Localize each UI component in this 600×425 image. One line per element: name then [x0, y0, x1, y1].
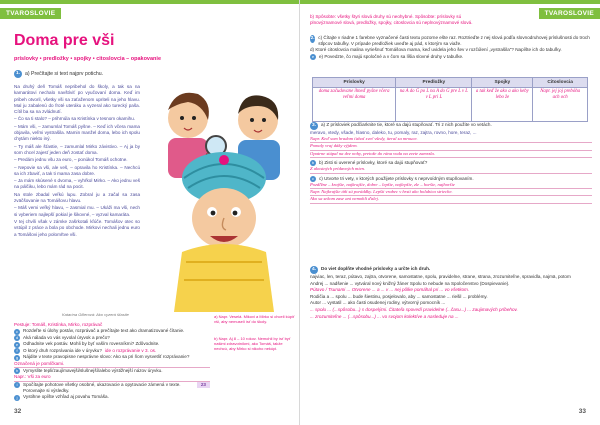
task-number-badge: 2.	[310, 36, 315, 41]
story-paragraph: – Ja mám skúsené s dvoma, – vyhŕkol Mirko. – Ako jednu veš na pálčiku, lebo mám rád na pocit.	[14, 178, 140, 190]
task-2-block	[310, 35, 592, 60]
question-badge: d	[15, 336, 19, 341]
answer-line: Ako sa sekom zase ani nemohli ďalej.	[310, 196, 592, 203]
table-cell: Napr. jej joj prebóha ach och	[533, 88, 588, 122]
story-paragraph: V tej chvíli však v zámke zašrkotali kľúče. Tomášov otec so vstúpil z práce a bola po obchode. Mirkovi nechali jednu euro a Tomášovi jeho polomŕtve vši.	[14, 218, 140, 237]
question-badge: c	[310, 176, 316, 182]
word-list: najviac, len, teraz, pútavo, zajtra, otvorene, samostatne, spolu, pravidelne, strane, strana, zrozumiteľne, spravidla, najmä, potom	[310, 274, 571, 279]
exercise-line: ... spolu ... (...spôsobu...) s dospelými. Čitateľa spovedí pravidelne (...času...) ... zaujimavých príbehov.	[310, 306, 518, 312]
exercise-line: ... zrozumiteľne ... (...spôsobu...) ... vo svojom kolektíve a nasleduje na ...	[310, 313, 459, 319]
word-list: meravo, vtedy, všade, hlasno, daleko, tu, pomaly, raz, zajtra, rovno, hore, teraz, ...	[310, 130, 477, 135]
task-text: c) Utvorte tri vety, v ktorých použijete príslovky s neprvoídným stupňovaním.	[319, 175, 474, 181]
story-paragraph: Na druhý deň Tomáš nepribehol do školy, a tak sa na kamarátovi nechalo navštíviť po vyučovaní doma. Keď im pribeh otvoril, všetky vši sa zaťaženom upriteli na jeho hlavu. Mal ju zabalenú do froté uteráku a vyzeral ako turecký paša. Cítil ba sa na zvládnutí.	[14, 84, 140, 115]
section-tag: TVAROSLOVIE	[0, 8, 61, 19]
note-text: b) Spôsobte: všetky štyri slová druhy sú neohybné. Spôsobte: príslovky sú plnovýznamové slová, predložky, spojky, citoslovcia sú neplnovýznamové slová.	[310, 14, 473, 26]
answer-note: b) Napr. Aj 8 – 10 rokov. Nemohli by ísť byť našimi zdravotníkmi, ako Tomáš, takže nechcú, aby Mirko si nikoho nekúpi.	[214, 336, 291, 351]
answer-line: Opatrne stúpal na dve nohy, pretože do rána voda na zvete zamrzla.	[310, 151, 592, 158]
page-subtitle: príslovky • predložky • spojky • citoslovcia – opakovanie	[14, 56, 161, 62]
question-row	[14, 394, 210, 401]
question-text: Nájdite v texte pravopisne nesprávne slovo: Ako sa pri ňom vysvetliť rozprávanie?	[23, 354, 190, 360]
question-text: Aká nálada vo vás vyvolal úryvok a prečo?	[23, 334, 110, 340]
cartoon-illustration	[146, 80, 296, 312]
question-text: Spočítajte pohotove všetky osobné, ukazovacie a opytovacie zámená v texte. Porovnajte si výsledky.	[23, 381, 181, 393]
task-2-d: d) Ktoré citoslovcia malina vyriešnuť Tomášova mama, keď uvidela jeho šev v rozčúlení „vystrašila"? Napíšte ich do tabuľky.	[310, 47, 562, 53]
answer-line: Napr. Keď som hradom ťahať sveť všedy, iteral sa mrouce.	[310, 136, 592, 143]
question-badge: e	[15, 342, 19, 347]
answer-note: a) Napr. Veselá. Mikovi a Mirko si chceli kúpiť vši, aby nemuseli ísť do školy.	[214, 314, 295, 324]
answer-line	[14, 361, 210, 368]
task-text: a) Z prísloviek podčiarknite tie, ktoré sa dajú stupňovať. Tri z nich použite vo vetách.	[321, 122, 492, 127]
story-paragraph: – Čo sa ti stalo? – prihrnúla sa Kristínka v tesnom okamihu.	[14, 116, 136, 122]
story-author: Katarína Gillerová: Ako vyzerá šťastie	[62, 312, 129, 317]
page-title: Doma pre vši	[14, 32, 115, 49]
task-text: e) Povedzte, čo majú spoločné a v čom sa líšia slovné druhy v tabuľke.	[319, 53, 464, 59]
task-4	[310, 266, 592, 274]
task-number-badge: 4.	[311, 267, 316, 272]
table-header: Citoslovcia	[533, 78, 588, 88]
answer-line	[14, 374, 210, 381]
table-cell	[396, 88, 472, 122]
question-badge: c	[14, 329, 20, 335]
table-cell: a tak keď že ako a ako keby lebo že	[472, 88, 533, 122]
story-paragraph: – Mám vši, – zamumlal Tomáš pyšne. – Keď ich včera mama objavila, veľmi vystrašila. Mamin manžel doma, lebo ich spolu chytám niekto iný.	[14, 123, 140, 142]
story-paragraph: – Ty máš ale šťastie, – zamumlal Mirko závistivo. – Aj ja by som chcel zajesť jeden deň zostať doma.	[14, 143, 140, 155]
question-answer: Pestuje: Tomáš, Kristínka, Mirko, rozprávač	[14, 322, 103, 327]
question-text: Rozdeľte si úlohy postáv, rozprávač a prečítajte text ako dramatizované čítanie.	[23, 328, 185, 334]
task-number-badge: 3.	[311, 123, 316, 128]
question-badge: j	[14, 395, 20, 401]
question-badge: h	[15, 369, 19, 374]
page-number: 32	[14, 408, 22, 415]
question-badge: g	[15, 355, 19, 360]
task-2-e	[310, 54, 592, 61]
task-3-block	[310, 122, 592, 204]
top-note	[310, 14, 490, 26]
top-stripe	[300, 0, 600, 4]
section-tag: TVAROSLOVIE	[539, 8, 600, 19]
exercise-line: Rodičia a ... spolu ... bude šiestinu, posjelovalo, aby ... samostatne ... riešil ... problémy.	[310, 293, 488, 299]
table-header: Predložky	[396, 78, 472, 88]
question-row	[14, 382, 210, 394]
story-paragraph: – Nepovie sa vši, ale veš, – opravila ho Kristínka. – Nechcú sa ich zbaviť, a tak ti mama zasa dobre.	[14, 164, 140, 176]
question-text: O ktorý druh rozprávania ide v úryvku?	[23, 347, 102, 353]
word-class-table	[312, 77, 588, 122]
task-1-text: a) Prečítajte si text najprv potichu.	[25, 71, 104, 77]
exercise-line: Andrej ... nadšenie ... vytváral nový knižný žáner Spolu to nebude na Spoločenstvo (Dospievanie).	[310, 280, 510, 286]
task-1	[14, 70, 103, 78]
task-text: b) Zisti si uverené príslovky, ktoré sa dajú stupňovať?	[319, 159, 428, 165]
exercise-line: Autor ... vystatil ... ako časti osudenej rodiny, výtvorný pomocník ...	[310, 300, 446, 306]
task-text: Do viet doplňte vhodné príslovky a určte ich druh.	[321, 266, 431, 271]
answer-line: Pozdľžne – krajšie, najkrajšie, dobre – lepšie, najlepšie, zle – horšie, najhoršie	[310, 182, 592, 189]
question-badge: e	[311, 55, 315, 60]
task-4-block	[310, 266, 592, 320]
question-text: Vystihne opíšte vzhľad aj povahu Tomáša.	[23, 394, 109, 400]
task-2-c	[310, 35, 592, 47]
question-answer: Napr.: Vši za euro	[14, 374, 51, 380]
cell-text: pre L v L v L pri L	[425, 89, 468, 100]
answer-line: Z akostných prídavných mien.	[310, 166, 592, 173]
story-paragraph: Na stole zbadal veľkú lupu. Zobral ju a začal sa zasa zväčšovanie na Tomášovu hlavu.	[14, 191, 140, 204]
cell-text: na A do G po L na A do G	[399, 89, 450, 94]
table-cell: doma začudovane ihneď pyšne včera veľmi doma	[313, 88, 396, 122]
question-text: Vymyslite tepli/zaujímavejši/slušnejší/alebo výstižnejší názov úryvku.	[23, 367, 163, 373]
table-header: Spojky	[472, 78, 533, 88]
count-answer: 23	[197, 382, 210, 388]
page-number: 33	[578, 408, 586, 415]
answer-line: Pomaly vraj dáky výjdem.	[310, 143, 592, 150]
question-badge: b	[311, 161, 315, 166]
question-answer: ide o rozprávanie v 3. os.	[104, 347, 157, 353]
task-number-badge: 1.	[15, 71, 20, 76]
task-3-a	[310, 122, 592, 130]
question-badge: i	[14, 382, 20, 388]
exercise-line: Pútavo / Tsunami ... Otvorene ... a ... v ... nej pôlke pomáhal pri ... vo všetkom.	[310, 287, 470, 293]
question-list	[14, 322, 210, 401]
question-answer: Označená je pomlčkami.	[14, 360, 65, 366]
story-paragraph: – Máš vemi veľký hlavu, – zasmial mu. – Ukáži ma vši, nech si vyberiem najlepší pokial je šikovné, – vyzval kamaráta.	[14, 205, 140, 217]
top-stripe	[0, 0, 300, 4]
answer-line: Napr. Najkrajšie áňi sú poráddky. Lepšii vrabec v hrsti ako holubica strieche.	[310, 189, 592, 196]
question-badge: f	[14, 348, 20, 354]
question-text: Odhadnite vek postáv. Mohli by byť vaším rovesníkmi? Zdôvodnite.	[23, 341, 160, 347]
task-text: c) Čítajte v riadne 1 farebne vyznačené časti textu pozorne ešte raz. Roztrieďte z nej slová podľa slovnodruhovej príslušnosti do troch stĺpcov tabuľky. V prípade predložiek uveďte aj pád, s ktorým sa viaže.	[318, 35, 590, 47]
table-header: Príslovky	[313, 78, 396, 88]
table-row	[313, 88, 588, 122]
right-page	[300, 0, 600, 425]
story-text	[14, 84, 140, 239]
story-paragraph: – Predám jednu všu za euro, – ponúkol Tomáš ochotne.	[14, 157, 128, 163]
